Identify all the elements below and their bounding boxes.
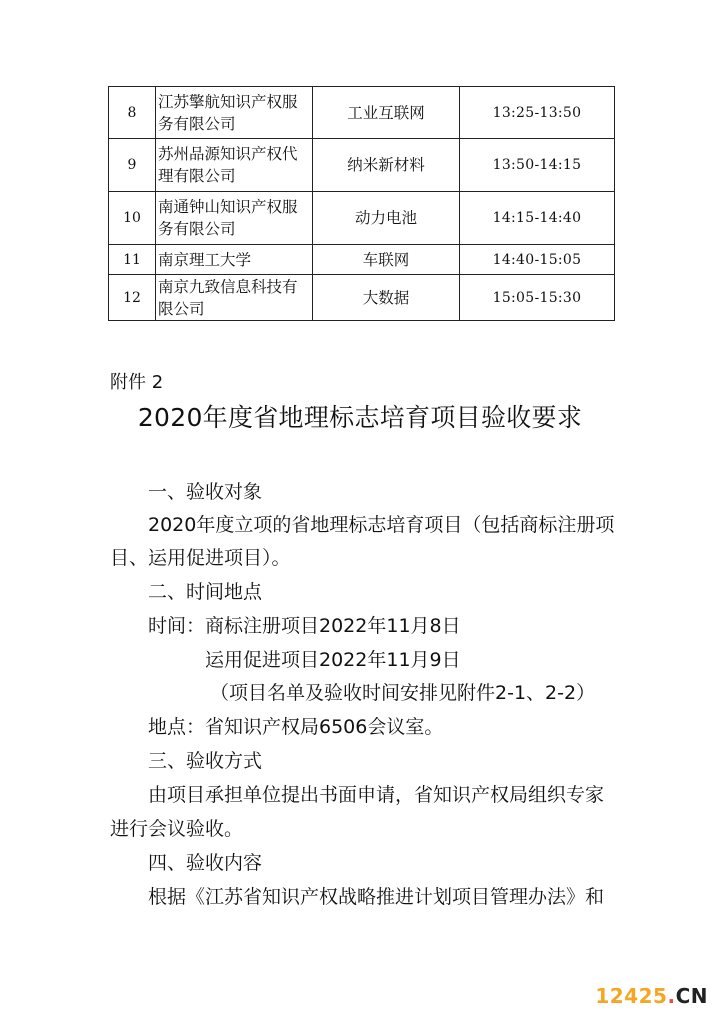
document-title: 2020年度省地理标志培育项目验收要求 bbox=[137, 403, 583, 432]
field-cell: 车联网 bbox=[313, 245, 460, 275]
org-name-line1: 江苏擎航知识产权服 bbox=[158, 92, 298, 111]
table-row bbox=[109, 245, 615, 275]
table-row bbox=[109, 139, 615, 192]
place-text: 省知识产权局6506会议室。 bbox=[205, 716, 444, 738]
org-name-line2: 限公司 bbox=[158, 299, 205, 318]
time-note: （项目名单及验收时间安排见附件2-1、2-2） bbox=[210, 682, 596, 704]
time-label: 时间： bbox=[148, 615, 206, 637]
table-row bbox=[109, 275, 615, 321]
field-cell: 大数据 bbox=[313, 275, 460, 321]
time-cell: 15:05-15:30 bbox=[460, 275, 615, 321]
section-heading-2: 二、时间地点 bbox=[148, 581, 263, 603]
section-heading-1: 一、验收对象 bbox=[148, 481, 263, 503]
section4-text-line1: 根据《江苏省知识产权战略推进计划项目管理办法》和 bbox=[148, 886, 605, 908]
time-cell: 14:15-14:40 bbox=[460, 192, 615, 245]
attachment-label: 附件 2 bbox=[110, 372, 164, 393]
section1-text-line1: 2020年度立项的省地理标志培育项目（包括商标注册项 bbox=[148, 514, 615, 536]
org-cell: 南京理工大学 bbox=[156, 245, 313, 275]
section3-text-line2: 进行会议验收。 bbox=[110, 818, 244, 840]
time-line1: 商标注册项目2022年11月8日 bbox=[205, 615, 461, 637]
org-name-line2: 务有限公司 bbox=[158, 220, 236, 238]
time-line2: 运用促进项目2022年11月9日 bbox=[205, 649, 461, 671]
schedule-table bbox=[108, 86, 615, 321]
org-name-line1: 苏州品源知识产权代 bbox=[158, 145, 298, 163]
time-cell: 13:25-13:50 bbox=[460, 87, 615, 139]
site-watermark bbox=[595, 984, 708, 1008]
place-label: 地点： bbox=[148, 716, 206, 738]
org-name-line1: 南京九致信息科技有 bbox=[158, 277, 298, 296]
section3-text-line1: 由项目承担单位提出书面申请，省知识产权局组织专家 bbox=[148, 784, 605, 806]
section-heading-3: 三、验收方式 bbox=[148, 750, 263, 772]
row-number: 11 bbox=[109, 245, 156, 275]
field-cell: 动力电池 bbox=[313, 192, 460, 245]
watermark-number: 12425 bbox=[595, 984, 668, 1008]
table-row bbox=[109, 87, 615, 139]
time-cell: 13:50-14:15 bbox=[460, 139, 615, 192]
row-number: 9 bbox=[109, 139, 156, 192]
row-number: 10 bbox=[109, 192, 156, 245]
row-number: 12 bbox=[109, 275, 156, 321]
org-name-line1: 南通钟山知识产权服 bbox=[158, 198, 298, 216]
org-cell bbox=[156, 87, 313, 139]
org-name-line2: 理有限公司 bbox=[158, 167, 236, 185]
watermark-tld: CN bbox=[675, 984, 708, 1008]
org-cell bbox=[156, 192, 313, 245]
org-name-line2: 务有限公司 bbox=[158, 114, 236, 133]
row-number: 8 bbox=[109, 87, 156, 139]
watermark-dot: . bbox=[667, 984, 676, 1008]
section-heading-4: 四、验收内容 bbox=[148, 852, 263, 874]
field-cell: 纳米新材料 bbox=[313, 139, 460, 192]
field-cell: 工业互联网 bbox=[313, 87, 460, 139]
org-cell bbox=[156, 139, 313, 192]
time-cell: 14:40-15:05 bbox=[460, 245, 615, 275]
section1-text-line2: 目、运用促进项目）。 bbox=[110, 547, 291, 569]
org-cell bbox=[156, 275, 313, 321]
table-row bbox=[109, 192, 615, 245]
